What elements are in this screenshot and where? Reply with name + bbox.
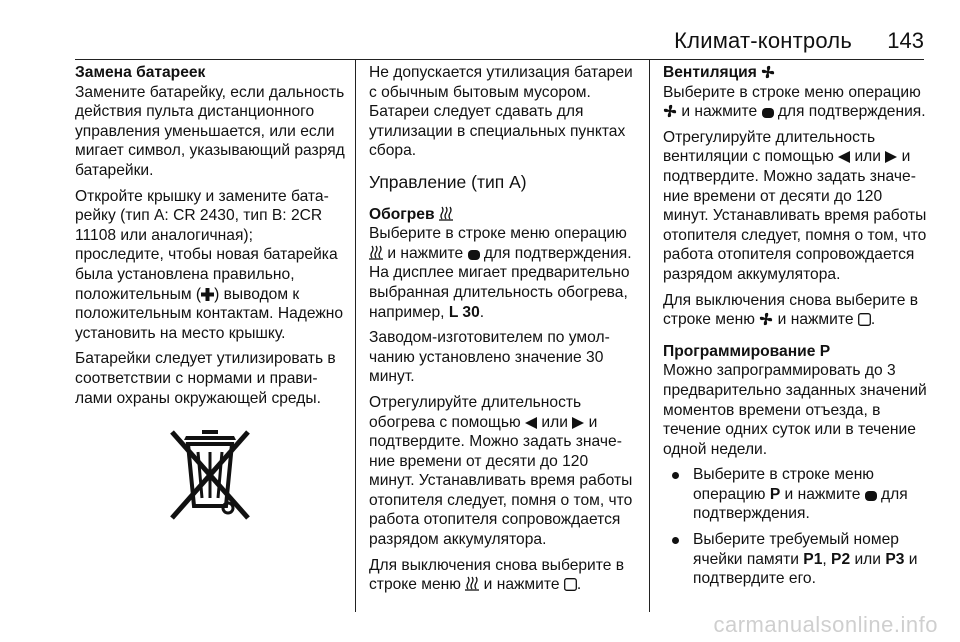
confirm-button-icon <box>468 250 480 260</box>
page-header <box>0 22 960 58</box>
column-right <box>663 63 931 595</box>
arrow-left-icon <box>838 151 850 163</box>
subheading-ventilation: Вентиляция <box>663 63 931 83</box>
disposal-symbol <box>75 422 345 532</box>
confirm-button-icon <box>762 108 774 118</box>
subheading-heating: Обогрев <box>369 205 637 225</box>
paragraph-default-value: Заводом-изготовителем по умолчанию установлено значение 30 минут. <box>369 329 610 386</box>
paragraph-heating-off: Для выключения снова выберите в строке меню и нажмите . <box>369 556 625 594</box>
paragraph-heating-adjust: Отрегулируйте длительность обогрева с помощью или и подтвердите. Можно задать значение времени от десяти до 120 минут. Устанавливать время работы отопителя следует, помня о том, что работа отопителя сопровождается разрядом аккумулятора. <box>369 393 633 549</box>
arrow-left-icon <box>525 417 537 429</box>
list-item: Выберите в строке меню операцию P и нажмите для подтверждения. <box>663 465 931 524</box>
column-left <box>75 63 345 532</box>
off-button-icon <box>858 313 871 326</box>
paragraph-battery-3: Батарейки следует утилизировать в соответствии с нормами и правилами охраны окружающей среды. <box>75 350 336 407</box>
confirm-button-icon <box>865 491 877 501</box>
subheading-programming: Программирование P <box>663 342 831 360</box>
paragraph-battery-2: Откройте крышку и замените батарейку (тип A: CR 2430, тип B: 2CR 11108 или аналогичная); проследите, чтобы новая батарейка была установлена правильно, положительным ( ) выводом к положительным контактам. Надежно установить на место крышку. <box>75 187 344 342</box>
paragraph-heating-select: Выберите в строке меню операцию и нажмите для подтверждения. На дисплее мигает предварительно выбранная длительность обогрева, например, L 30. <box>369 225 632 321</box>
paragraph-programming: Можно запрограммировать до 3 предварительно заданных значений моментов времени отъезда, в течение одних суток или в течение одной недели. <box>663 362 927 458</box>
header-rule <box>75 59 924 60</box>
column-middle <box>369 63 637 601</box>
page-number: 143 <box>887 28 924 53</box>
duration-example: L 30 <box>448 303 480 321</box>
paragraph-ventilation-select: Выберите в строке меню операцию и нажмите для подтверждения. <box>663 83 926 121</box>
bullet-dot <box>672 537 679 544</box>
crossed-out-wheelie-bin-icon <box>162 422 258 526</box>
bullet-dot <box>672 472 679 479</box>
paragraph-disposal: Не допускается утилизация батареи с обычным бытовым мусором. Батареи следует сдавать для утилизации в специальных пунктах сбора. <box>369 64 633 160</box>
column-divider-2 <box>649 60 650 612</box>
section-heading-battery: Замена батареек <box>75 64 206 81</box>
arrow-right-icon <box>572 417 584 429</box>
heating-icon <box>439 206 453 221</box>
fan-icon <box>663 104 677 118</box>
fan-icon <box>759 312 773 326</box>
fan-icon <box>761 65 775 79</box>
paragraph-battery-1: Замените батарейку, если дальность действия пульта дистанционного управления уменьшается, или если мигает символ, указывающий разряд батарейки. <box>75 83 345 179</box>
watermark: carmanualsonline.info <box>713 612 938 637</box>
list-item: Выберите требуемый номер ячейки памяти P1, P2 или P3 и подтвердите его. <box>663 530 931 589</box>
plus-icon <box>201 288 214 301</box>
paragraph-ventilation-adjust: Отрегулируйте длительность вентиляции с помощью или и подтвердите. Можно задать значение времени от десяти до 120 минут. Устанавливать время работы отопителя следует, помня о том, что работа отопителя сопровождается разрядом аккумулятора. <box>663 128 927 283</box>
heating-icon <box>465 576 479 591</box>
programming-steps <box>663 465 931 589</box>
column-divider-1 <box>355 60 356 612</box>
off-button-icon <box>564 578 577 591</box>
paragraph-ventilation-off: Для выключения снова выберите в строке меню и нажмите . <box>663 291 919 329</box>
page-title: Климат-контроль <box>674 28 852 53</box>
section-title-control: Управление (тип А) <box>369 171 527 192</box>
heating-icon <box>369 245 383 260</box>
arrow-right-icon <box>885 151 897 163</box>
